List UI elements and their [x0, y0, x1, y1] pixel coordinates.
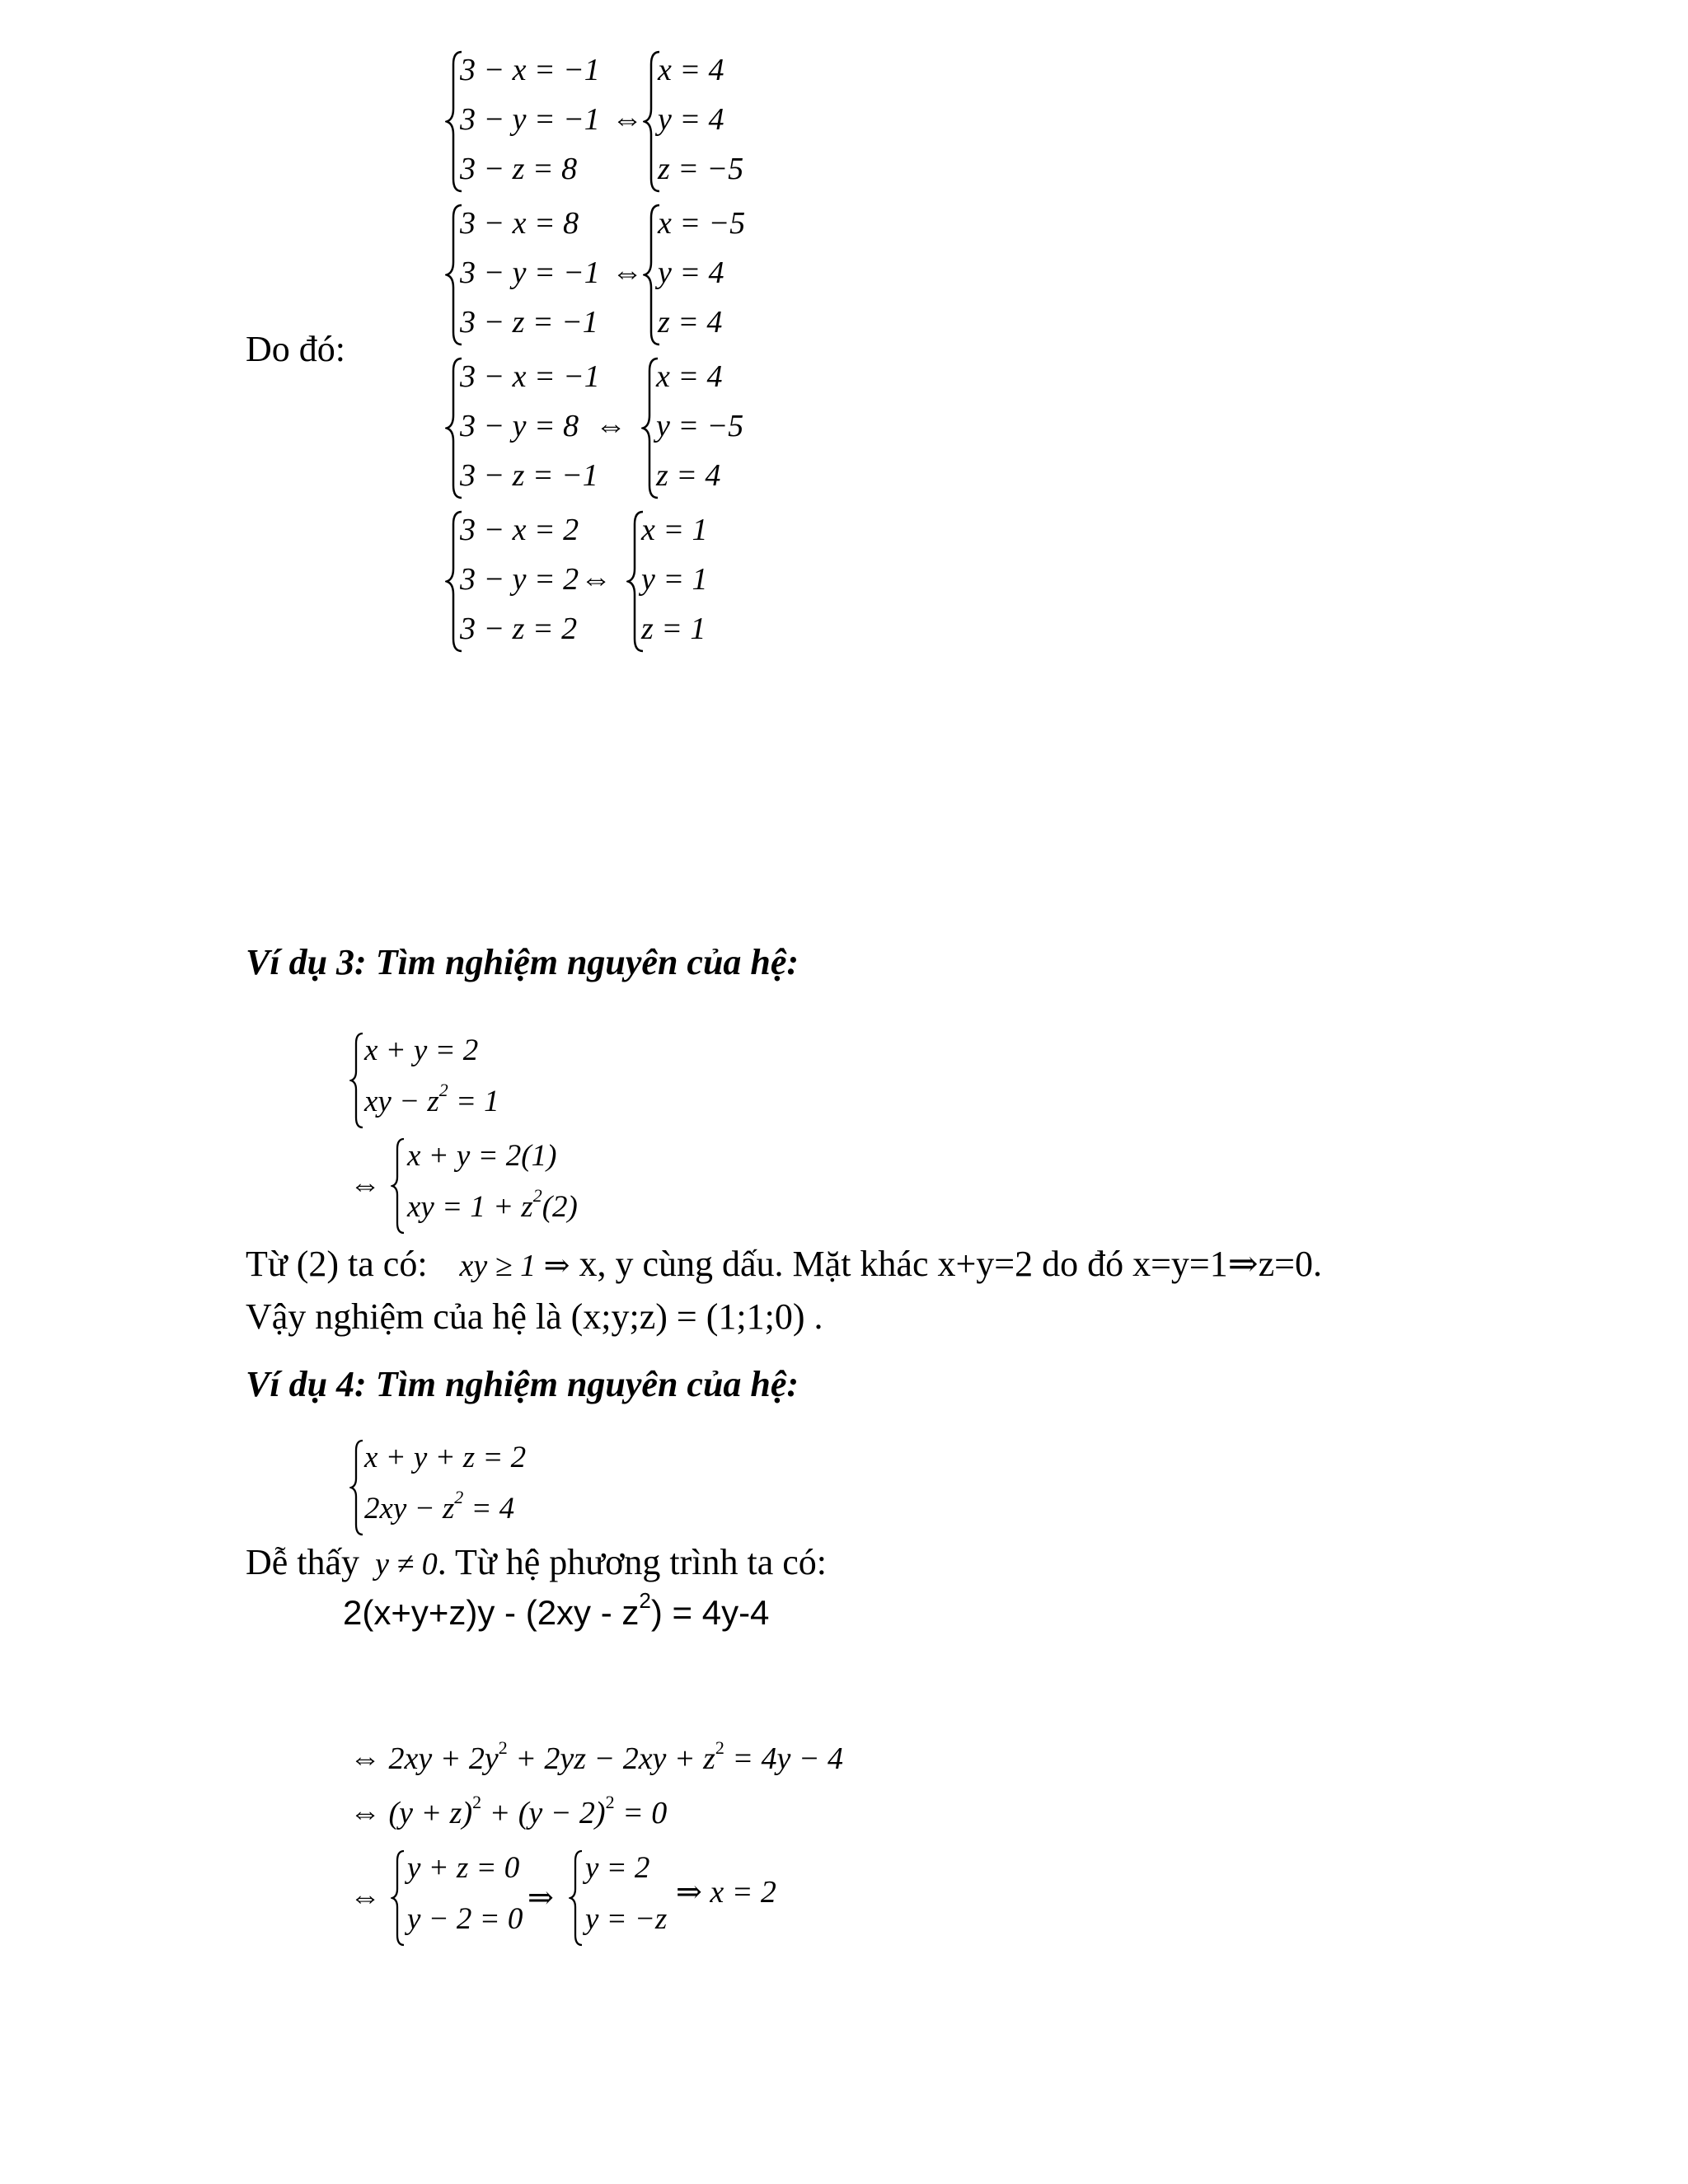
- math-text: = 0: [614, 1796, 668, 1830]
- text: . Từ hệ phương trình ta có:: [437, 1542, 827, 1582]
- system-row: [364, 1487, 515, 1526]
- math-text: x = 2: [710, 1875, 776, 1910]
- system-row: z = −5: [658, 152, 744, 186]
- exponent: 2: [454, 1487, 464, 1507]
- system-row: z = 4: [656, 458, 721, 493]
- system-row: z = 4: [658, 305, 723, 340]
- exponent: 2: [498, 1737, 508, 1758]
- equivalence-symbol: ⇔: [349, 1741, 381, 1776]
- system-block-2: [445, 203, 758, 351]
- system-row: 3 − y = −1: [460, 102, 600, 137]
- example-3-system-2: [391, 1137, 654, 1236]
- implies-symbol: ⇒: [528, 1881, 554, 1915]
- implies-symbol: ⇒: [676, 1875, 702, 1910]
- system-row: z = 1: [641, 612, 706, 646]
- do-do-label: Do đó:: [246, 329, 345, 369]
- text: 2(x+y+z)y - (2xy - z: [343, 1593, 640, 1632]
- derivation-step-3-result: [676, 1874, 776, 1912]
- system-block-1: [445, 49, 758, 198]
- left-brace: [349, 1032, 364, 1129]
- system-row: y = 1: [641, 562, 708, 597]
- left-brace: [349, 1439, 364, 1536]
- system-row: x = 4: [656, 359, 723, 394]
- system-row: x + y = 2: [364, 1033, 479, 1067]
- system-row: [407, 1185, 578, 1224]
- left-brace: [569, 1849, 584, 1947]
- equivalence-symbol: ⇔: [612, 102, 643, 137]
- equivalence-symbol: ⇔: [349, 1880, 381, 1915]
- row-text: (2): [542, 1190, 578, 1224]
- equivalence-symbol: ⇔: [349, 1168, 381, 1202]
- math-text: 2xy + 2y: [388, 1741, 499, 1776]
- text: ) = 4y-4: [650, 1593, 770, 1632]
- equivalence-symbol: ⇔: [595, 409, 626, 443]
- system-row: [407, 1141, 556, 1171]
- example-3-line-2: Vậy nghiệm của hệ là (x;y;z) = (1;1;0) .: [246, 1296, 823, 1337]
- row-text: 2xy − z: [364, 1492, 455, 1526]
- system-row: [364, 1080, 499, 1118]
- math-text: (y + z): [388, 1796, 473, 1830]
- exponent: 2: [639, 1588, 651, 1613]
- system-row: y − 2 = 0: [407, 1902, 523, 1936]
- system-row: 3 − y = −1: [460, 255, 600, 290]
- system-row: 3 − x = 2: [460, 513, 579, 547]
- math-text: + (y − 2): [481, 1796, 606, 1830]
- row-text: x + y = 2(1): [407, 1139, 557, 1173]
- system-row: y = 4: [658, 102, 724, 137]
- system-row: x = 4: [658, 53, 724, 87]
- left-brace: [391, 1137, 406, 1235]
- example-4-system: [349, 1439, 613, 1538]
- system-row: 3 − x = −1: [460, 359, 600, 394]
- system-row: y = −z: [585, 1902, 668, 1936]
- system-row: 3 − y = 2: [460, 562, 579, 597]
- text: Từ (2) ta có:: [246, 1244, 428, 1284]
- system-row: y = 2: [585, 1851, 650, 1885]
- text: z=0.: [1258, 1244, 1322, 1284]
- math-text: + 2yz − 2xy + z: [507, 1741, 715, 1776]
- math-text: = 4y − 4: [724, 1741, 844, 1776]
- left-brace: [391, 1849, 406, 1947]
- system-row: x = −5: [658, 206, 746, 241]
- example-4-line-2: [343, 1588, 770, 1633]
- derivation-step-2: [349, 1792, 668, 1833]
- exponent: 2: [605, 1792, 615, 1812]
- system-block-4: [445, 509, 758, 658]
- system-row: 3 − z = −1: [460, 458, 598, 493]
- row-text: xy − z: [364, 1085, 439, 1118]
- system-row: 3 − y = 8: [460, 409, 579, 443]
- row-text: xy = 1 + z: [407, 1190, 533, 1224]
- example-3-line-1: [246, 1243, 1322, 1286]
- equivalence-symbol: ⇔: [612, 255, 643, 290]
- system-row: 3 − z = 8: [460, 152, 578, 186]
- row-text: = 4: [463, 1492, 515, 1526]
- exponent: 2: [472, 1792, 482, 1812]
- exponent: 2: [438, 1080, 448, 1100]
- exponent: 2: [715, 1737, 724, 1758]
- row-text: = 1: [448, 1085, 499, 1118]
- derivation-step-1: [349, 1737, 844, 1779]
- inline-math: y ≠ 0: [375, 1547, 438, 1582]
- text: Dễ thấy: [246, 1542, 360, 1582]
- equivalence-symbol: ⇔: [349, 1796, 381, 1830]
- system-row: y + z = 0: [407, 1851, 520, 1885]
- example-4-line-1: [246, 1541, 827, 1585]
- system-row: 3 − x = 8: [460, 206, 579, 241]
- system-row: x = 1: [641, 513, 708, 547]
- example-3-system: [349, 1032, 597, 1131]
- implies-symbol: ⇒: [1227, 1244, 1259, 1284]
- equivalence-symbol: ⇔: [580, 562, 612, 597]
- system-row: x + y + z = 2: [364, 1441, 527, 1474]
- system-row: y = 4: [658, 255, 724, 290]
- example-3-heading: Ví dụ 3: Tìm nghiệm nguyên của hệ:: [246, 942, 799, 982]
- system-row: 3 − z = 2: [460, 612, 578, 646]
- system-row: 3 − x = −1: [460, 53, 600, 87]
- example-4-heading: Ví dụ 4: Tìm nghiệm nguyên của hệ:: [246, 1364, 799, 1404]
- system-row: y = −5: [656, 409, 744, 443]
- system-row: 3 − z = −1: [460, 305, 598, 340]
- exponent: 2: [532, 1185, 542, 1206]
- system-block-3: [445, 356, 758, 504]
- inline-math: xy ≥ 1 ⇒: [459, 1249, 570, 1283]
- text: x, y cùng dấu. Mặt khác x+y=2 do đó x=y=1: [579, 1244, 1228, 1284]
